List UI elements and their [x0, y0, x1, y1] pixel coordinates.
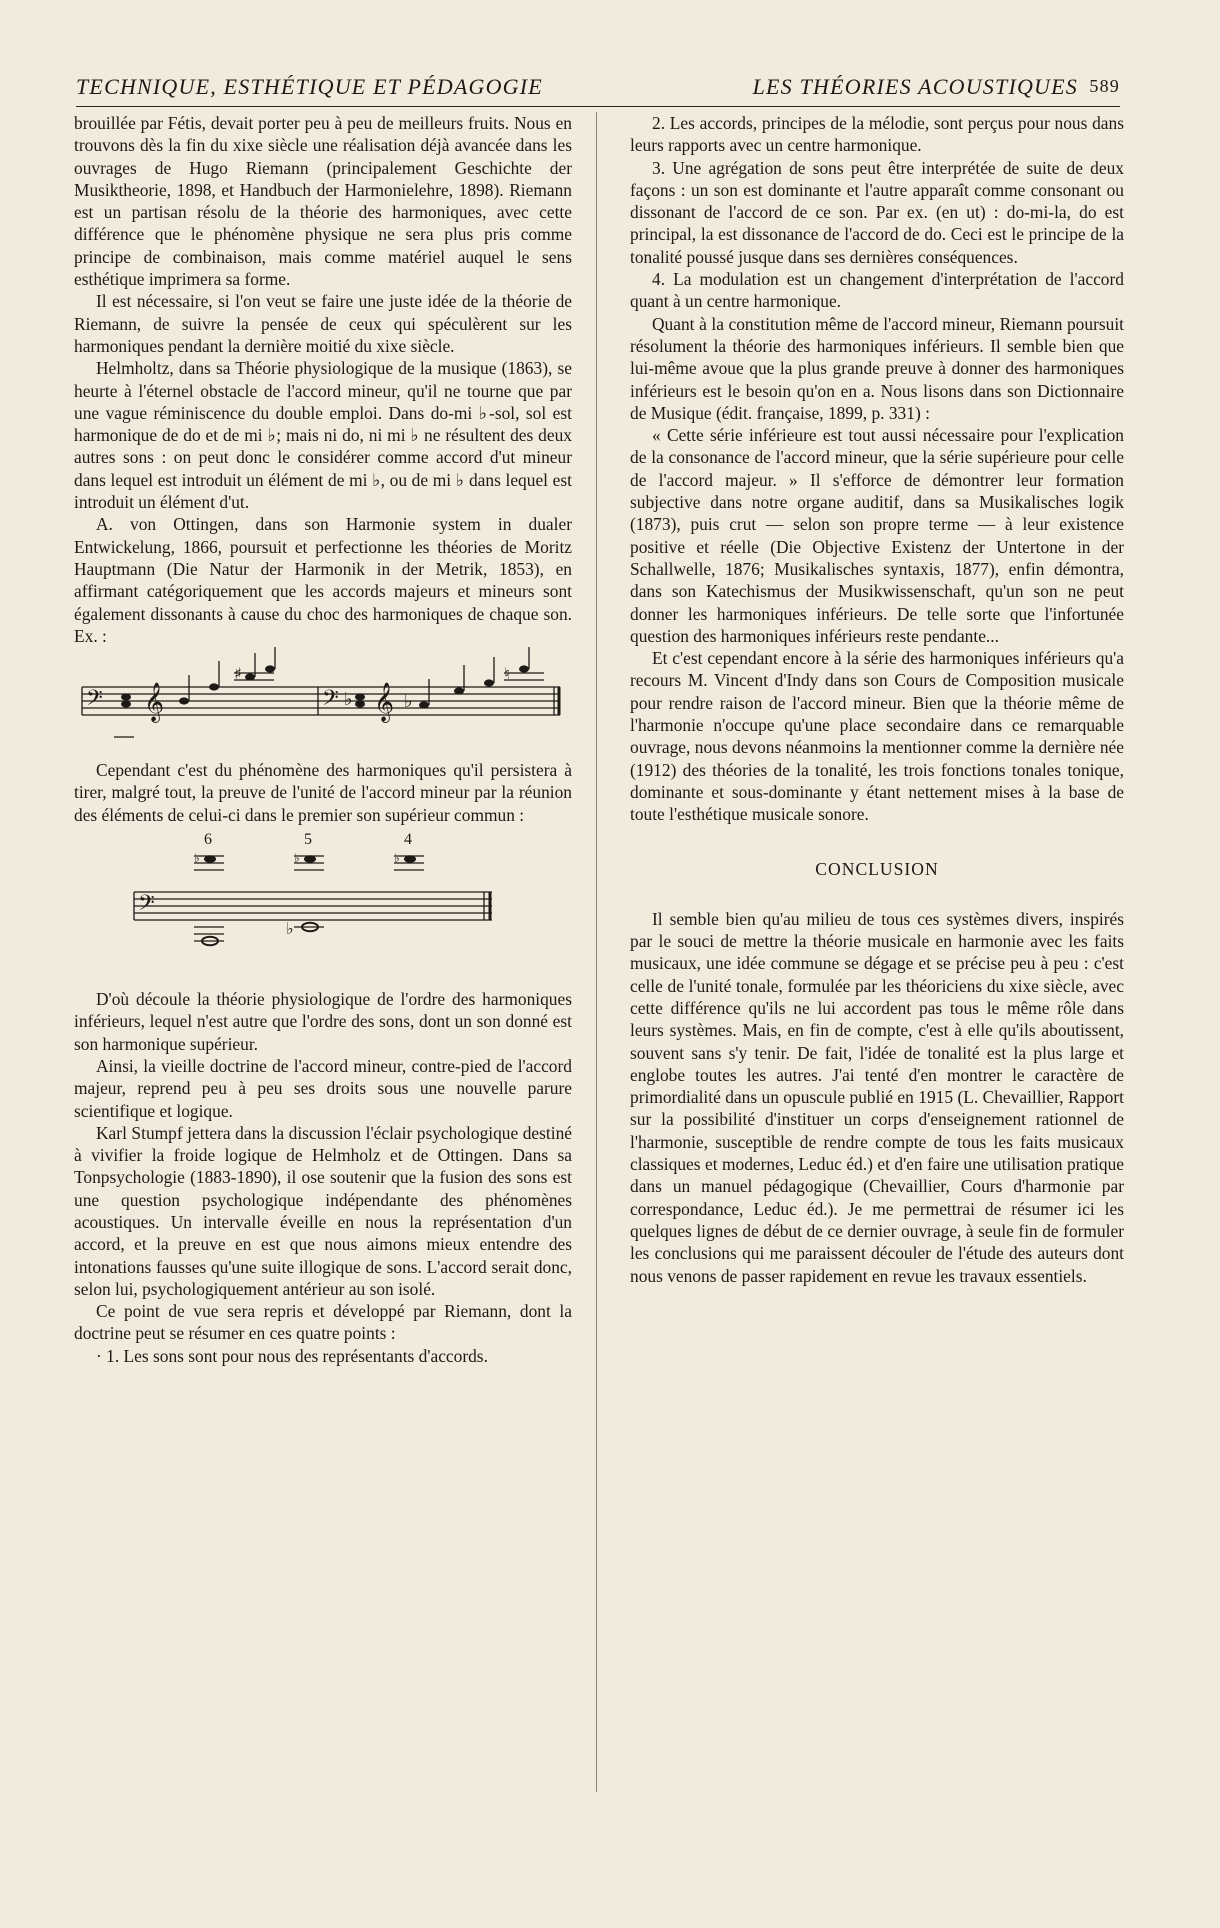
list-item: 4. La modulation est un changement d'interprétation de l'accord quant à un centre harmonique.: [630, 269, 1124, 312]
svg-text:𝄢: 𝄢: [138, 891, 155, 922]
quotation-paragraph: « Cette série inférieure est tout aussi nécessaire pour l'explication de la consonance de l'accord mineur, que la série supérieure pour celle de l'accord majeur. » Il s'efforce de démontrer leur formation subjective dans notre organe auditif, dans sa Musikalisches logik (1873), puis crut — selon son propre terme — à leur existence positive et réelle (Die Objective Existenz der Untertone in der Schallwelle, 1876; Musikalisches syntaxis, 1877), enfin démontra, dans son Katechismus der Musikwissenschaft, qu'un son ne peut donner les harmoniques inférieurs. De telle sorte que l'infortunée question des harmoniques inférieurs reste pendante...: [630, 425, 1124, 646]
harmonic-number: 4: [404, 831, 412, 849]
list-item: · 1. Les sons sont pour nous des représentants d'accords.: [96, 1345, 488, 1366]
paragraph: Il est nécessaire, si l'on veut se faire une juste idée de la théorie de Riemann, de suivre la pensée de ceux qui spéculèrent sur les harmoniques pendant la dernière moitié du xixe siècle.: [74, 291, 572, 356]
svg-text:♭: ♭: [344, 689, 353, 711]
svg-text:♭: ♭: [394, 851, 400, 866]
paragraph: Karl Stumpf jettera dans la discussion l'éclair psychologique destiné à vivifier la froide logique de Helmholz et de Ottingen. Dans sa Tonpsychologie (1883-1890), il ose soutenir que la fusion des sons est une question psychologique indépendante des phénomènes acoustiques. Un intervalle éveille en nous la représentation d'un accord, et la preuve en est que nous aimons mieux entendre des intonations fausses qu'une suite illogique de sons. L'accord serait donc, selon lui, psychologiquement antérieur au son isolé.: [74, 1122, 572, 1299]
harmonic-number: 6: [204, 831, 212, 849]
musical-example-staff-1: [74, 647, 572, 759]
conclusion-paragraph: Il semble bien qu'au milieu de tous ces systèmes divers, inspirés par le souci de mettre la théorie musicale en harmonie avec les faits musicaux, une idée commune se dégage et se précise peu à peu : c'est celle de l'unité tonale, formulée par les théoriciens du xixe siècle, avec cette différence qu'ils ne lui accordent pas tous le même rôle dans leurs systèmes. Mais, en fin de compte, c'est à elle qu'ils aboutissent, souvent sans s'y tenir. De fait, l'idée de tonalité est la plus large et englobe toutes les autres. J'ai tenté d'en montrer le caractère de primordialité dans un opuscule publié en 1915 (L. Chevaillier, Rapport sur la possibilité d'instituer un corps d'enseignement rationnel de l'harmonie, susceptible de rendre compte de tous les faits musicaux classiques et modernes, Leduc éd.) et d'en faire une utilisation pratique dans un manuel pédagogique (Chevaillier, Cours d'harmonie par correspondance, Leduc éd.). Je me permettrai de résumer ici les quelques lignes de début de ce dernier ouvrage, à seule fin de formuler les conclusions qui me paraissent découler de l'étude des auteurs dont nous venons de passer rapidement en revue les travaux essentiels.: [630, 908, 1124, 1286]
harmonic-number: 5: [304, 831, 312, 849]
paragraph: Quant à la constitution même de l'accord mineur, Riemann poursuit résolument la théorie des harmoniques inférieurs. Il semble bien que lui-même avoue que la plus grande preuve à donner des harmoniques inférieurs est le besoin qu'on en a. Nous lisons dans son Dictionnaire de Musique (édit. française, 1899, p. 331) :: [630, 313, 1124, 423]
paragraph: D'où découle la théorie physiologique de l'ordre des harmoniques inférieurs, lequel n'est autre que l'ordre des sons, dont un son donné est son harmonique supérieur.: [74, 989, 572, 1054]
svg-text:𝄞: 𝄞: [374, 682, 395, 723]
left-column: [74, 112, 572, 1367]
svg-text:♭: ♭: [286, 919, 294, 939]
svg-text:♭: ♭: [194, 851, 200, 866]
column-divider: [596, 112, 597, 1792]
paragraph: Cependant c'est du phénomène des harmoniques qu'il persistera à tirer, malgré tout, la preuve de l'unité de l'accord mineur par la réunion des éléments de celui-ci dans le premier son supérieur commun :: [74, 760, 572, 825]
list-item: 2. Les accords, principes de la mélodie, sont perçus pour nous dans leurs rapports avec un centre harmonique.: [630, 113, 1124, 156]
header-section-title: TECHNIQUE, ESTHÉTIQUE ET PÉDAGOGIE: [76, 74, 543, 99]
header-chapter-title: LES THÉORIES ACOUSTIQUES: [752, 74, 1078, 99]
section-heading: CONCLUSION: [815, 858, 939, 879]
svg-text:𝄢: 𝄢: [322, 686, 339, 717]
paragraph: A. von Ottingen, dans son Harmonie system in dualer Entwickelung, 1866, poursuit et perfectionne les théories de Moritz Hauptmann (Die Natur der Harmonik in der Metrik, 1853), en affirmant catégoriquement que les accords majeurs et mineurs sont également dissonants à cause du choc des harmoniques de chaque son. Ex. :: [74, 514, 572, 646]
svg-text:♭: ♭: [404, 691, 413, 713]
paragraph: Helmholtz, dans sa Théorie physiologique de la musique (1863), se heurte à l'éternel obstacle de l'accord mineur, qu'il ne tourne que par une vague réminiscence du double emploi. Dans do-mi ♭-sol, sol est harmonique de do et de mi ♭; mais ni do, ni mi ♭ ne résultent des deux autres sons : on peut donc le considérer comme accord d'ut mineur dans lequel est introduit un élément de mi ♭, ou de mi ♭ dans lequel est introduit un élément d'ut.: [74, 358, 572, 513]
svg-text:𝄢: 𝄢: [86, 686, 103, 717]
svg-text:𝄞: 𝄞: [144, 682, 165, 723]
list-item: 3. Une agrégation de sons peut être interprétée de suite de deux façons : un son est dominante et l'autre apparaît comme consonant ou dissonant de l'accord de ce son. Par ex. (en ut) : do-mi-la, do est principal, la est dissonance de l'accord de do. Ceci est le principe de la tonalité poussé jusque dans ses dernières conséquences.: [630, 157, 1124, 267]
paragraph: Ce point de vue sera repris et développé par Riemann, dont la doctrine peut se résumer en ces quatre points :: [74, 1301, 572, 1344]
running-header: [76, 74, 1120, 107]
svg-text:♭: ♭: [294, 851, 300, 866]
page-number: 589: [1089, 76, 1120, 96]
paragraph: brouillée par Fétis, devait porter peu à peu de meilleurs fruits. Nous en trouvons dès la fin du xixe siècle une réalisation déjà avancée dans les ouvrages de Hugo Riemann (principalement Geschichte der Musiktheorie, 1898, et Handbuch der Harmonielehre, 1898). Riemann est un partisan résolu de la théorie des harmoniques, avec cette différence que le phénomène physique ne sera plus pris comme principe de combinaison, mais comme matériel auquel le sens esthétique imprimera sa forme.: [74, 113, 572, 290]
right-column: [630, 112, 1124, 1287]
svg-text:♯: ♯: [234, 664, 242, 684]
paragraph: Et c'est cependant encore à la série des harmoniques inférieurs qu'a recours M. Vincent d'Indy dans son Cours de Composition musicale pour rendre raison de l'accord mineur. Bien que la théorie même de l'harmonie n'occupe qu'une place secondaire dans ce remarquable ouvrage, nous devons néanmoins la mentionner comme la dernière née (1912) des théories de la tonalité, les trois fonctions tonales tonique, dominante et sous-dominante y étant nettement mises à la base de toute l'esthétique musicale sonore.: [630, 648, 1124, 825]
musical-example-staff-2: [74, 830, 572, 980]
paragraph: Ainsi, la vieille doctrine de l'accord mineur, contre-pied de l'accord majeur, reprend peu à peu ses droits sous une nouvelle parure scientifique et logique.: [74, 1055, 572, 1121]
svg-text:♮: ♮: [504, 664, 510, 684]
